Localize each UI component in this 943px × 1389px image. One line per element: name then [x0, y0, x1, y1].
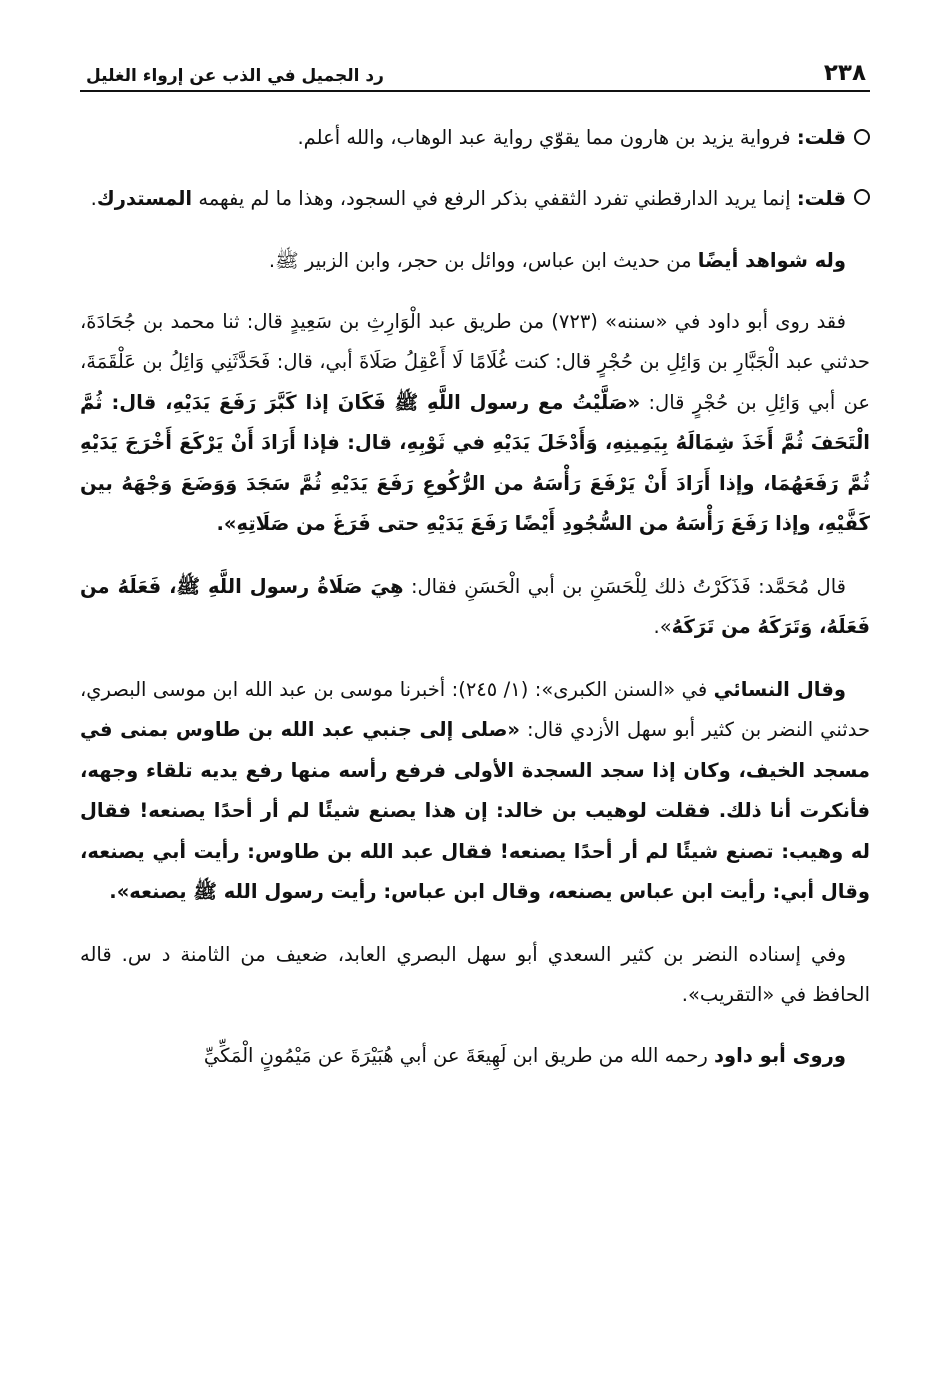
- paragraph-text: من حديث ابن عباس، ووائل بن حجر، وابن الزبير ﷺ.: [268, 249, 692, 272]
- qult-label: قلت:: [796, 126, 846, 149]
- paragraph-text: إنما يريد الدارقطني تفرد الثقفي بذكر الرفع في السجود، وهذا ما لم يفهمه: [198, 186, 791, 210]
- paragraph-end: .: [90, 186, 97, 210]
- paragraph-nasai: [80, 670, 870, 913]
- paragraph-abu-dawud-hadith: [80, 302, 870, 545]
- paragraph-muhammad-qala: [80, 567, 870, 648]
- book-title: رد الجميل في الذب عن إرواء الغليل: [86, 66, 384, 86]
- hadith-quote: «صلى إلى جنبي عبد الله بن طاوس بمنى في مسجد الخيف، وكان إذا سجد السجدة الأولى فرفع رأسه منها رفع يديه تلقاء وجهه، فأنكرت أنا ذلك. فقلت لوهيب بن خالد: إن هذا يصنع شيئًا لم أر أحدًا يصنعه! فقال له وهيب: تصنع شيئًا لم أر أحدًا يصنعه! فقال عبد الله بن طاوس: رأيت أبي يصنعه، وقال أبي: رأيت ابن عباس يصنعه، وقال ابن عباس: رأيت رسول الله ﷺ يصنعه».: [80, 718, 870, 903]
- paragraph-shawahid: [80, 241, 870, 282]
- qult-label: قلت:: [796, 186, 846, 210]
- paragraph-text: فرواية يزيد بن هارون مما يقوّي رواية عبد الوهاب، والله أعلم.: [297, 126, 791, 149]
- page-number: ٢٣٨: [823, 60, 866, 86]
- paragraph-text: في «السنن الكبرى»: (١/ ٢٤٥): أخبرنا موسى بن عبد الله ابن موسى البصري، حدثني النضر بن كثير أبو سهل الأزدي قال:: [80, 677, 870, 741]
- paragraph-text: وفي إسناده النضر بن كثير السعدي أبو سهل البصري العابد، ضعيف من الثامنة د س. قاله الحافظ في «التقريب».: [80, 942, 870, 1006]
- paragraph-qult-2: [80, 179, 870, 220]
- paragraph-text: فقد روى أبو داود في «سننه» (٧٢٣) من طريق عبد الْوَارِثِ بن سَعِيدٍ قال: ثنا محمد بن جُحَادَةَ، حدثني عبد الْجَبَّارِ بن وَائِلِ بن حُجْرٍ قال: كنت غُلَامًا لَا أَعْقِلُ صَلَاةَ أبي، قال: فَحَدَّثَنِي وَائِلُ بن عَلْقَمَةَ، عن أبي وَائِلِ بن حُجْرٍ قال:: [80, 309, 870, 414]
- lead-phrase: وقال النسائي: [713, 677, 846, 701]
- running-header: [80, 50, 870, 92]
- lead-phrase: وروى أبو داود: [714, 1043, 846, 1067]
- circle-bullet-icon: [854, 129, 870, 145]
- book-page: [80, 50, 870, 1089]
- body-text: [80, 118, 870, 1076]
- paragraph-qult-1: [80, 118, 870, 159]
- hadith-quote: «صَلَّيْتُ مع رسول اللَّهِ ﷺ فَكَانَ إذا كَبَّرَ رَفَعَ يَدَيْهِ، قال: ثُمَّ الْتَحَفَ ثُمَّ أَخَذَ شِمَالَهُ بِيَمِينِهِ، وَأَدْخَلَ يَدَيْهِ في ثَوْبِهِ، قال: فإذا أَرَادَ أَنْ يَرْكَعَ أَخْرَجَ يَدَيْهِ ثُمَّ رَفَعَهُمَا، وإذا أَرَادَ أَنْ يَرْفَعَ رَأْسَهُ من الرُّكُوعِ رَفَعَ يَدَيْهِ ثُمَّ سَجَدَ وَوَضَعَ وَجْهَهُ بين كَفَّيْهِ، وإذا رَفَعَ رَأْسَهُ من السُّجُودِ أَيْضًا رَفَعَ يَدَيْهِ حتى فَرَغَ من صَلَاتِهِ».: [80, 390, 870, 535]
- circle-bullet-icon: [854, 189, 870, 205]
- paragraph-isnad-note: [80, 935, 870, 1016]
- hadith-quote: هِيَ صَلَاةُ رسول اللَّهِ ﷺ، فَعَلَهُ من فَعَلَهُ، وَتَرَكَهُ من تَرَكَهُ: [80, 574, 870, 638]
- paragraph-abu-dawud-2: [80, 1036, 870, 1077]
- paragraph-text: رحمه الله من طريق ابن لَهِيعَةَ عن أبي هُبَيْرَةَ عن مَيْمُونٍ الْمَكِّيِّ: [203, 1043, 708, 1067]
- paragraph-end: ».: [653, 615, 672, 638]
- bold-term: المستدرك: [96, 186, 193, 210]
- paragraph-text: قال مُحَمَّد: فَذَكَرْتُ ذلك لِلْحَسَنِ بن أبي الْحَسَنِ فقال:: [410, 574, 846, 598]
- lead-phrase: وله شواهد أيضًا: [697, 249, 846, 272]
